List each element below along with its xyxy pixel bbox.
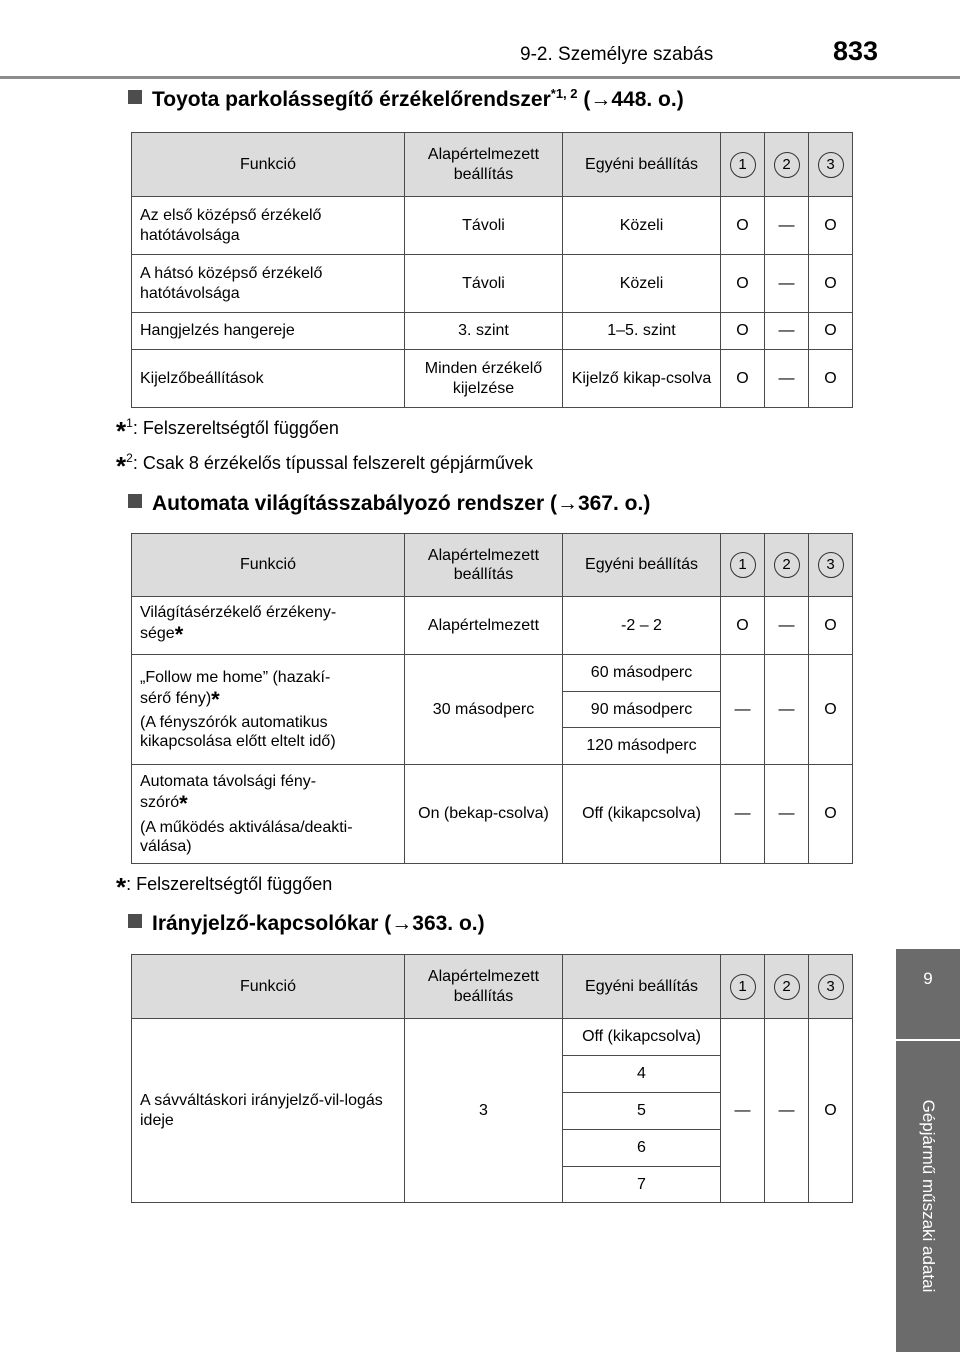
circled-3-icon: 3: [818, 974, 844, 1000]
custom-cell: Közeli: [563, 255, 721, 313]
circled-1-icon: 1: [730, 974, 756, 1000]
default-cell: 3: [405, 1019, 563, 1203]
custom-cell: 4: [563, 1056, 721, 1093]
footnote-star: *: Felszereltségtől függően: [116, 872, 333, 902]
square-bullet-icon: [128, 90, 142, 104]
method-2-cell: —: [765, 350, 809, 408]
chapter-title: Gépjármű műszaki adatai: [919, 1099, 938, 1293]
function-cell: Hangjelzés hangereje: [132, 313, 405, 350]
method-2-cell: —: [765, 765, 809, 864]
section-heading-parking: Toyota parkolássegítő érzékelőrendszer$^{*1, 2}$ (→448. o.): [128, 86, 684, 112]
method-2-cell: —: [765, 655, 809, 765]
square-bullet-icon: [128, 914, 142, 928]
custom-cell: 120 másodperc: [563, 728, 721, 765]
custom-cell: Közeli: [563, 197, 721, 255]
custom-cell: Kijelző kikap-csolva: [563, 350, 721, 408]
method-1-cell: O: [721, 313, 765, 350]
method-3-cell: O: [809, 765, 853, 864]
method-2-cell: —: [765, 255, 809, 313]
circled-3-icon: 3: [818, 152, 844, 178]
table-row: [132, 255, 853, 313]
circled-2-icon: 2: [774, 974, 800, 1000]
method-3-cell: O: [809, 350, 853, 408]
method-1-cell: O: [721, 350, 765, 408]
function-cell: Az első középső érzékelő hatótávolsága: [132, 197, 405, 255]
settings-table-parking: [131, 132, 853, 408]
section-title: Automata világításszabályozó rendszer: [152, 492, 545, 515]
column-header-default: Alapértelmezett beállítás: [405, 534, 563, 597]
custom-cell: 60 másodperc: [563, 655, 721, 692]
footnote-ref: 1, 2: [555, 86, 578, 101]
chapter-number: 9: [923, 969, 933, 988]
method-1-cell: O: [721, 597, 765, 655]
function-cell: A sávváltáskori irányjelző-vil-logás ideje: [132, 1019, 405, 1203]
footnote-2: *$^2$: Csak 8 érzékelős típussal felszerelt gépjárművek: [116, 451, 533, 481]
circled-2-icon: 2: [774, 152, 800, 178]
table-row: [132, 313, 853, 350]
function-cell: „Follow me home” (hazakí- sérő fény)* (A fényszórók automatikus kikapcsolása előtt eltelt idő): [132, 655, 405, 765]
section-title: Toyota parkolássegítő érzékelőrendszer: [152, 88, 551, 111]
function-cell: Automata távolsági fény- szóró* (A működés aktiválása/deakti-válása): [132, 765, 405, 864]
default-cell: Távoli: [405, 197, 563, 255]
table-row: [132, 1019, 853, 1056]
table-row: [132, 765, 853, 864]
method-2-cell: —: [765, 197, 809, 255]
column-header-function: Funkció: [132, 955, 405, 1019]
method-3-cell: O: [809, 313, 853, 350]
method-2-cell: —: [765, 313, 809, 350]
column-header-default: Alapértelmezett beállítás: [405, 955, 563, 1019]
method-1-cell: —: [721, 655, 765, 765]
method-1-cell: O: [721, 255, 765, 313]
function-cell: Világításérzékelő érzékeny- sége*: [132, 597, 405, 655]
chapter-tab: [896, 949, 960, 1039]
column-header-function: Funkció: [132, 133, 405, 197]
method-3-cell: O: [809, 1019, 853, 1203]
method-3-cell: O: [809, 255, 853, 313]
custom-cell: Off (kikapcsolva): [563, 765, 721, 864]
custom-cell: 7: [563, 1167, 721, 1203]
column-header-custom: Egyéni beállítás: [563, 133, 721, 197]
page-reference: (→367. o.): [544, 492, 651, 515]
method-3-cell: O: [809, 597, 853, 655]
column-header-default: Alapértelmezett beállítás: [405, 133, 563, 197]
header-section-title: 9-2. Személyre szabás: [520, 44, 714, 65]
function-cell: Kijelzőbeállítások: [132, 350, 405, 408]
custom-cell: 6: [563, 1130, 721, 1167]
circled-2-icon: 2: [774, 552, 800, 578]
column-header-custom: Egyéni beállítás: [563, 955, 721, 1019]
default-cell: On (bekap-csolva): [405, 765, 563, 864]
method-1-cell: O: [721, 197, 765, 255]
default-cell: 3. szint: [405, 313, 563, 350]
table-header-row: [132, 955, 853, 1019]
footnote-1: *$^1$: Felszereltségtől függően: [116, 416, 339, 446]
circled-1-icon: 1: [730, 552, 756, 578]
square-bullet-icon: [128, 494, 142, 508]
column-header-custom: Egyéni beállítás: [563, 534, 721, 597]
custom-cell: 90 másodperc: [563, 692, 721, 728]
table-row: [132, 655, 853, 692]
chapter-strip: [896, 1041, 960, 1352]
method-2-cell: —: [765, 597, 809, 655]
table-row: [132, 350, 853, 408]
table-header-row: [132, 534, 853, 597]
method-3-cell: O: [809, 197, 853, 255]
section-heading-lighting: [128, 492, 650, 516]
circled-1-icon: 1: [730, 152, 756, 178]
table-header-row: [132, 133, 853, 197]
method-2-cell: —: [765, 1019, 809, 1203]
page-reference: (→363. o.): [378, 912, 485, 935]
default-cell: Távoli: [405, 255, 563, 313]
table-row: [132, 197, 853, 255]
custom-cell: -2 – 2: [563, 597, 721, 655]
custom-cell: 5: [563, 1093, 721, 1130]
table-row: [132, 597, 853, 655]
custom-cell: Off (kikapcsolva): [563, 1019, 721, 1056]
circled-3-icon: 3: [818, 552, 844, 578]
settings-table-lighting: [131, 533, 853, 864]
default-cell: Minden érzékelő kijelzése: [405, 350, 563, 408]
page-reference: (→448. o.): [577, 88, 684, 111]
custom-cell: 1–5. szint: [563, 313, 721, 350]
function-cell: A hátsó középső érzékelő hatótávolsága: [132, 255, 405, 313]
method-1-cell: —: [721, 765, 765, 864]
default-cell: 30 másodperc: [405, 655, 563, 765]
settings-table-turn-signal: [131, 954, 853, 1203]
header-rule: [0, 76, 960, 79]
section-heading-turn-signal: [128, 912, 485, 936]
method-1-cell: —: [721, 1019, 765, 1203]
method-3-cell: O: [809, 655, 853, 765]
default-cell: Alapértelmezett: [405, 597, 563, 655]
section-title: Irányjelző-kapcsolókar: [152, 912, 379, 935]
page-number: 833: [833, 36, 879, 66]
column-header-function: Funkció: [132, 534, 405, 597]
